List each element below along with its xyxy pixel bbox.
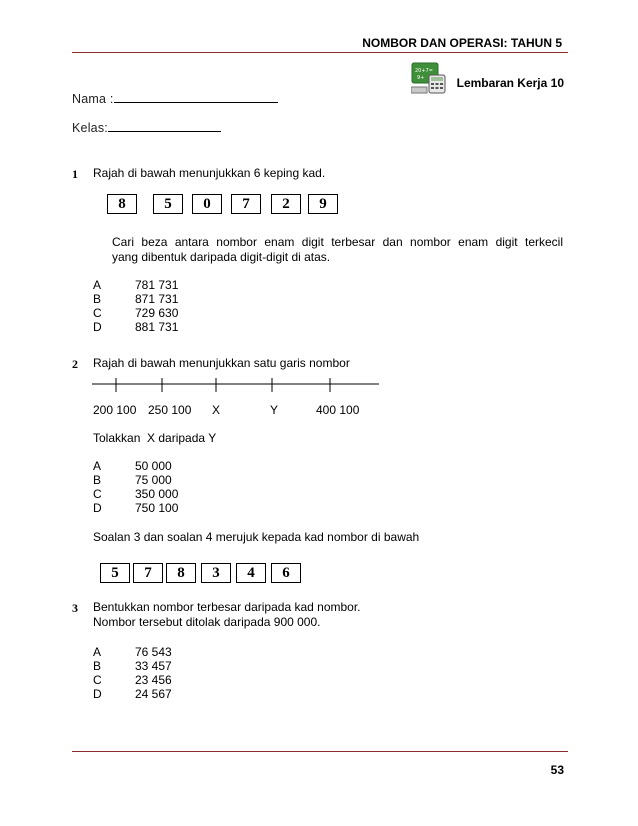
option-value: 750 100 — [135, 501, 179, 515]
option-value: 350 000 — [135, 487, 179, 501]
digit-card: 5 — [100, 563, 130, 583]
name-label: Nama : — [72, 92, 114, 106]
option-value: 871 731 — [135, 292, 179, 306]
question-number: 2 — [72, 357, 78, 371]
question-number: 3 — [72, 601, 78, 615]
option-letter: D — [93, 320, 102, 334]
digit-card: 6 — [271, 563, 301, 583]
name-line — [114, 92, 278, 103]
digit-card: 9 — [308, 194, 338, 214]
digit-card: 7 — [133, 563, 163, 583]
header-title: NOMBOR DAN OPERASI: TAHUN 5 — [362, 36, 562, 50]
question-stem: Rajah di bawah menunjukkan 6 keping kad. — [93, 166, 326, 180]
question-stem: Rajah di bawah menunjukkan satu garis nombor — [93, 356, 350, 370]
option-value: 76 543 — [135, 645, 172, 659]
option-letter: D — [93, 501, 102, 515]
question-stem: Bentukkan nombor terbesar daripada kad nombor. — [93, 600, 361, 614]
digit-card: 4 — [236, 563, 266, 583]
numberline-label: 400 100 — [316, 403, 360, 417]
name-field — [72, 92, 278, 106]
calculator-chalkboard-icon — [411, 61, 447, 95]
digit-card: 0 — [192, 194, 222, 214]
instruction-line: yang dibentuk daripada digit-digit di atas. — [112, 250, 331, 264]
numberline-label: 200 100 — [93, 403, 137, 417]
digit-card: 8 — [166, 563, 196, 583]
numberline-label: 250 100 — [148, 403, 192, 417]
option-value: 729 630 — [135, 306, 179, 320]
footer-rule — [72, 751, 568, 752]
class-line — [108, 121, 221, 132]
instruction-line: Tolakkan X daripada Y — [93, 431, 217, 445]
class-field — [72, 121, 221, 135]
numberline-label: Y — [270, 403, 279, 417]
digit-card: 5 — [153, 194, 183, 214]
option-letter: C — [93, 487, 102, 501]
class-label: Kelas: — [72, 121, 108, 135]
digit-card: 8 — [107, 194, 137, 214]
option-letter: D — [93, 687, 102, 701]
option-value: 33 457 — [135, 659, 172, 673]
option-letter: B — [93, 292, 102, 306]
number-line — [92, 378, 380, 394]
option-value: 75 000 — [135, 473, 172, 487]
option-letter: A — [93, 645, 102, 659]
option-value: 23 456 — [135, 673, 172, 687]
svg-text:9+: 9+ — [417, 75, 425, 81]
option-letter: C — [93, 673, 102, 687]
option-letter: A — [93, 278, 102, 292]
svg-text:20+7=: 20+7= — [415, 68, 433, 74]
instruction-line: Cari beza antara nombor enam digit terbesar dan nombor enam digit terkecil — [112, 235, 563, 249]
option-letter: A — [93, 459, 102, 473]
shared-instruction: Soalan 3 dan soalan 4 merujuk kepada kad nombor di bawah — [93, 530, 420, 544]
option-value: 50 000 — [135, 459, 172, 473]
digit-card: 7 — [231, 194, 261, 214]
page-number: 53 — [550, 763, 564, 777]
header-rule — [72, 52, 568, 53]
option-letter: B — [93, 659, 102, 673]
option-value: 881 731 — [135, 320, 179, 334]
question-stem: Nombor tersebut ditolak daripada 900 000. — [93, 615, 321, 629]
worksheet-label: Lembaran Kerja 10 — [456, 76, 564, 90]
numberline-label: X — [212, 403, 221, 417]
option-letter: B — [93, 473, 102, 487]
option-letter: C — [93, 306, 102, 320]
question-number: 1 — [72, 167, 78, 181]
option-value: 24 567 — [135, 687, 172, 701]
option-value: 781 731 — [135, 278, 179, 292]
digit-card: 2 — [271, 194, 301, 214]
digit-card: 3 — [201, 563, 231, 583]
